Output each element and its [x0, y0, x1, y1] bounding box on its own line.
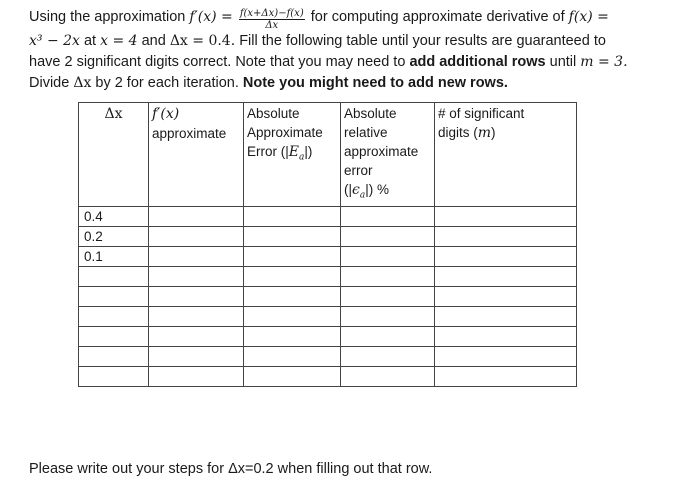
- difference-quotient: [239, 8, 305, 31]
- sig-digits-cell[interactable]: [435, 366, 577, 386]
- header-rel-line1: Absolute: [344, 106, 397, 121]
- header-fprime: [149, 103, 244, 207]
- dx-cell[interactable]: [79, 366, 149, 386]
- header-relative-error: [341, 103, 435, 207]
- table-row: [79, 366, 577, 386]
- dx-value: Δx = 0.4.: [169, 33, 236, 49]
- dx-cell[interactable]: 0.1: [79, 246, 149, 266]
- m-target: m = 3.: [580, 54, 628, 70]
- sig-digits-cell[interactable]: [435, 306, 577, 326]
- sig-digits-cell[interactable]: [435, 266, 577, 286]
- header-sig-line2b: ): [491, 125, 496, 140]
- header-rel-line5b: |) %: [365, 182, 389, 197]
- abs-error-cell[interactable]: [244, 246, 341, 266]
- fprime-cell[interactable]: [149, 246, 244, 266]
- sig-digits-cell[interactable]: [435, 246, 577, 266]
- header-abs-symbol: E: [288, 144, 299, 160]
- header-dx: [79, 103, 149, 207]
- header-significant-digits: [435, 103, 577, 207]
- at-text: at: [83, 33, 97, 49]
- note-text: have 2 significant digits correct. Note that you may need to: [29, 54, 406, 70]
- polynomial: x³ − 2x: [29, 33, 80, 49]
- fprime-cell[interactable]: [149, 326, 244, 346]
- table-header-row: [79, 103, 577, 207]
- header-abs-line1: Absolute: [247, 106, 300, 121]
- dx-cell[interactable]: 0.2: [79, 226, 149, 246]
- rel-error-cell[interactable]: [341, 246, 435, 266]
- instructions-paragraph: [29, 7, 679, 94]
- dx-cell[interactable]: [79, 326, 149, 346]
- fprime-cell[interactable]: [149, 366, 244, 386]
- rel-error-cell[interactable]: [341, 206, 435, 226]
- abs-error-cell[interactable]: [244, 346, 341, 366]
- header-fprime-math: f′(x): [152, 106, 180, 122]
- header-rel-line5a: (|: [344, 182, 353, 197]
- rel-error-cell[interactable]: [341, 366, 435, 386]
- function-symbol: f(x) =: [568, 9, 609, 25]
- header-absolute-error: [244, 103, 341, 207]
- sig-digits-cell[interactable]: [435, 286, 577, 306]
- fprime-cell[interactable]: [149, 226, 244, 246]
- fprime-cell[interactable]: [149, 306, 244, 326]
- header-rel-line3: approximate: [344, 144, 419, 159]
- abs-error-cell[interactable]: [244, 226, 341, 246]
- fraction-denominator: Δx: [265, 20, 279, 31]
- abs-error-cell[interactable]: [244, 306, 341, 326]
- add-rows-emphasis: add additional rows: [409, 54, 546, 70]
- table-row: [79, 266, 577, 286]
- footer-instruction: Please write out your steps for Δx=0.2 when filling out that row.: [29, 461, 433, 477]
- instructions-line-1: [29, 7, 679, 31]
- fill-text: Fill the following table until your results are guaranteed to: [239, 33, 606, 49]
- derivative-symbol: f′(x) =: [189, 9, 233, 25]
- header-sig-line1: # of significant: [438, 106, 525, 121]
- dx-cell[interactable]: [79, 266, 149, 286]
- header-rel-line2: relative: [344, 125, 388, 140]
- fraction-numerator: f(x+Δx)−f(x): [239, 8, 304, 19]
- rel-error-cell[interactable]: [341, 326, 435, 346]
- abs-error-cell[interactable]: [244, 286, 341, 306]
- instructions-line-3: [29, 52, 679, 73]
- rel-error-cell[interactable]: [341, 306, 435, 326]
- header-fprime-text: approximate: [152, 126, 227, 141]
- table-row: [79, 206, 577, 226]
- abs-error-cell[interactable]: [244, 326, 341, 346]
- header-rel-subscript: a: [359, 190, 366, 201]
- iteration-text: by 2 for each iteration.: [95, 75, 239, 91]
- header-abs-subscript: a: [299, 152, 305, 163]
- header-rel-line4: error: [344, 163, 373, 178]
- sig-digits-cell[interactable]: [435, 226, 577, 246]
- dx-cell[interactable]: 0.4: [79, 206, 149, 226]
- table-row: [79, 226, 577, 246]
- fprime-cell[interactable]: [149, 286, 244, 306]
- header-rel-symbol: ϵ: [352, 182, 360, 198]
- results-table: [78, 102, 577, 387]
- dx-cell[interactable]: [79, 286, 149, 306]
- and-text: and: [141, 33, 166, 49]
- sig-digits-cell[interactable]: [435, 206, 577, 226]
- intro-text-2: for computing approximate derivative of: [310, 9, 565, 25]
- header-abs-line3b: |): [304, 144, 313, 159]
- sig-digits-cell[interactable]: [435, 326, 577, 346]
- header-abs-line3a: Error (|: [247, 144, 289, 159]
- header-dx-label: Δx: [104, 106, 123, 122]
- instructions-line-2: [29, 31, 679, 52]
- header-sig-line2a: digits (: [438, 125, 478, 140]
- abs-error-cell[interactable]: [244, 266, 341, 286]
- rel-error-cell[interactable]: [341, 266, 435, 286]
- new-rows-emphasis: Note you might need to add new rows.: [242, 75, 508, 91]
- rel-error-cell[interactable]: [341, 346, 435, 366]
- dx-cell[interactable]: [79, 306, 149, 326]
- table-row: [79, 326, 577, 346]
- table-row: [79, 346, 577, 366]
- abs-error-cell[interactable]: [244, 206, 341, 226]
- rel-error-cell[interactable]: [341, 286, 435, 306]
- header-abs-line2: Approximate: [247, 125, 323, 140]
- instructions-line-4: [29, 73, 679, 94]
- table-row: [79, 286, 577, 306]
- fprime-cell[interactable]: [149, 206, 244, 226]
- sig-digits-cell[interactable]: [435, 346, 577, 366]
- table-row: [79, 246, 577, 266]
- until-text: until: [549, 54, 577, 70]
- table-row: [79, 306, 577, 326]
- divide-text: Divide: [29, 75, 70, 91]
- dx-cell[interactable]: [79, 346, 149, 366]
- abs-error-cell[interactable]: [244, 366, 341, 386]
- fprime-cell[interactable]: [149, 346, 244, 366]
- dx-symbol: Δx: [73, 75, 92, 91]
- fprime-cell[interactable]: [149, 266, 244, 286]
- header-sig-symbol: m: [477, 125, 492, 141]
- rel-error-cell[interactable]: [341, 226, 435, 246]
- intro-text: Using the approximation: [29, 9, 186, 25]
- x-value: x = 4: [100, 33, 138, 49]
